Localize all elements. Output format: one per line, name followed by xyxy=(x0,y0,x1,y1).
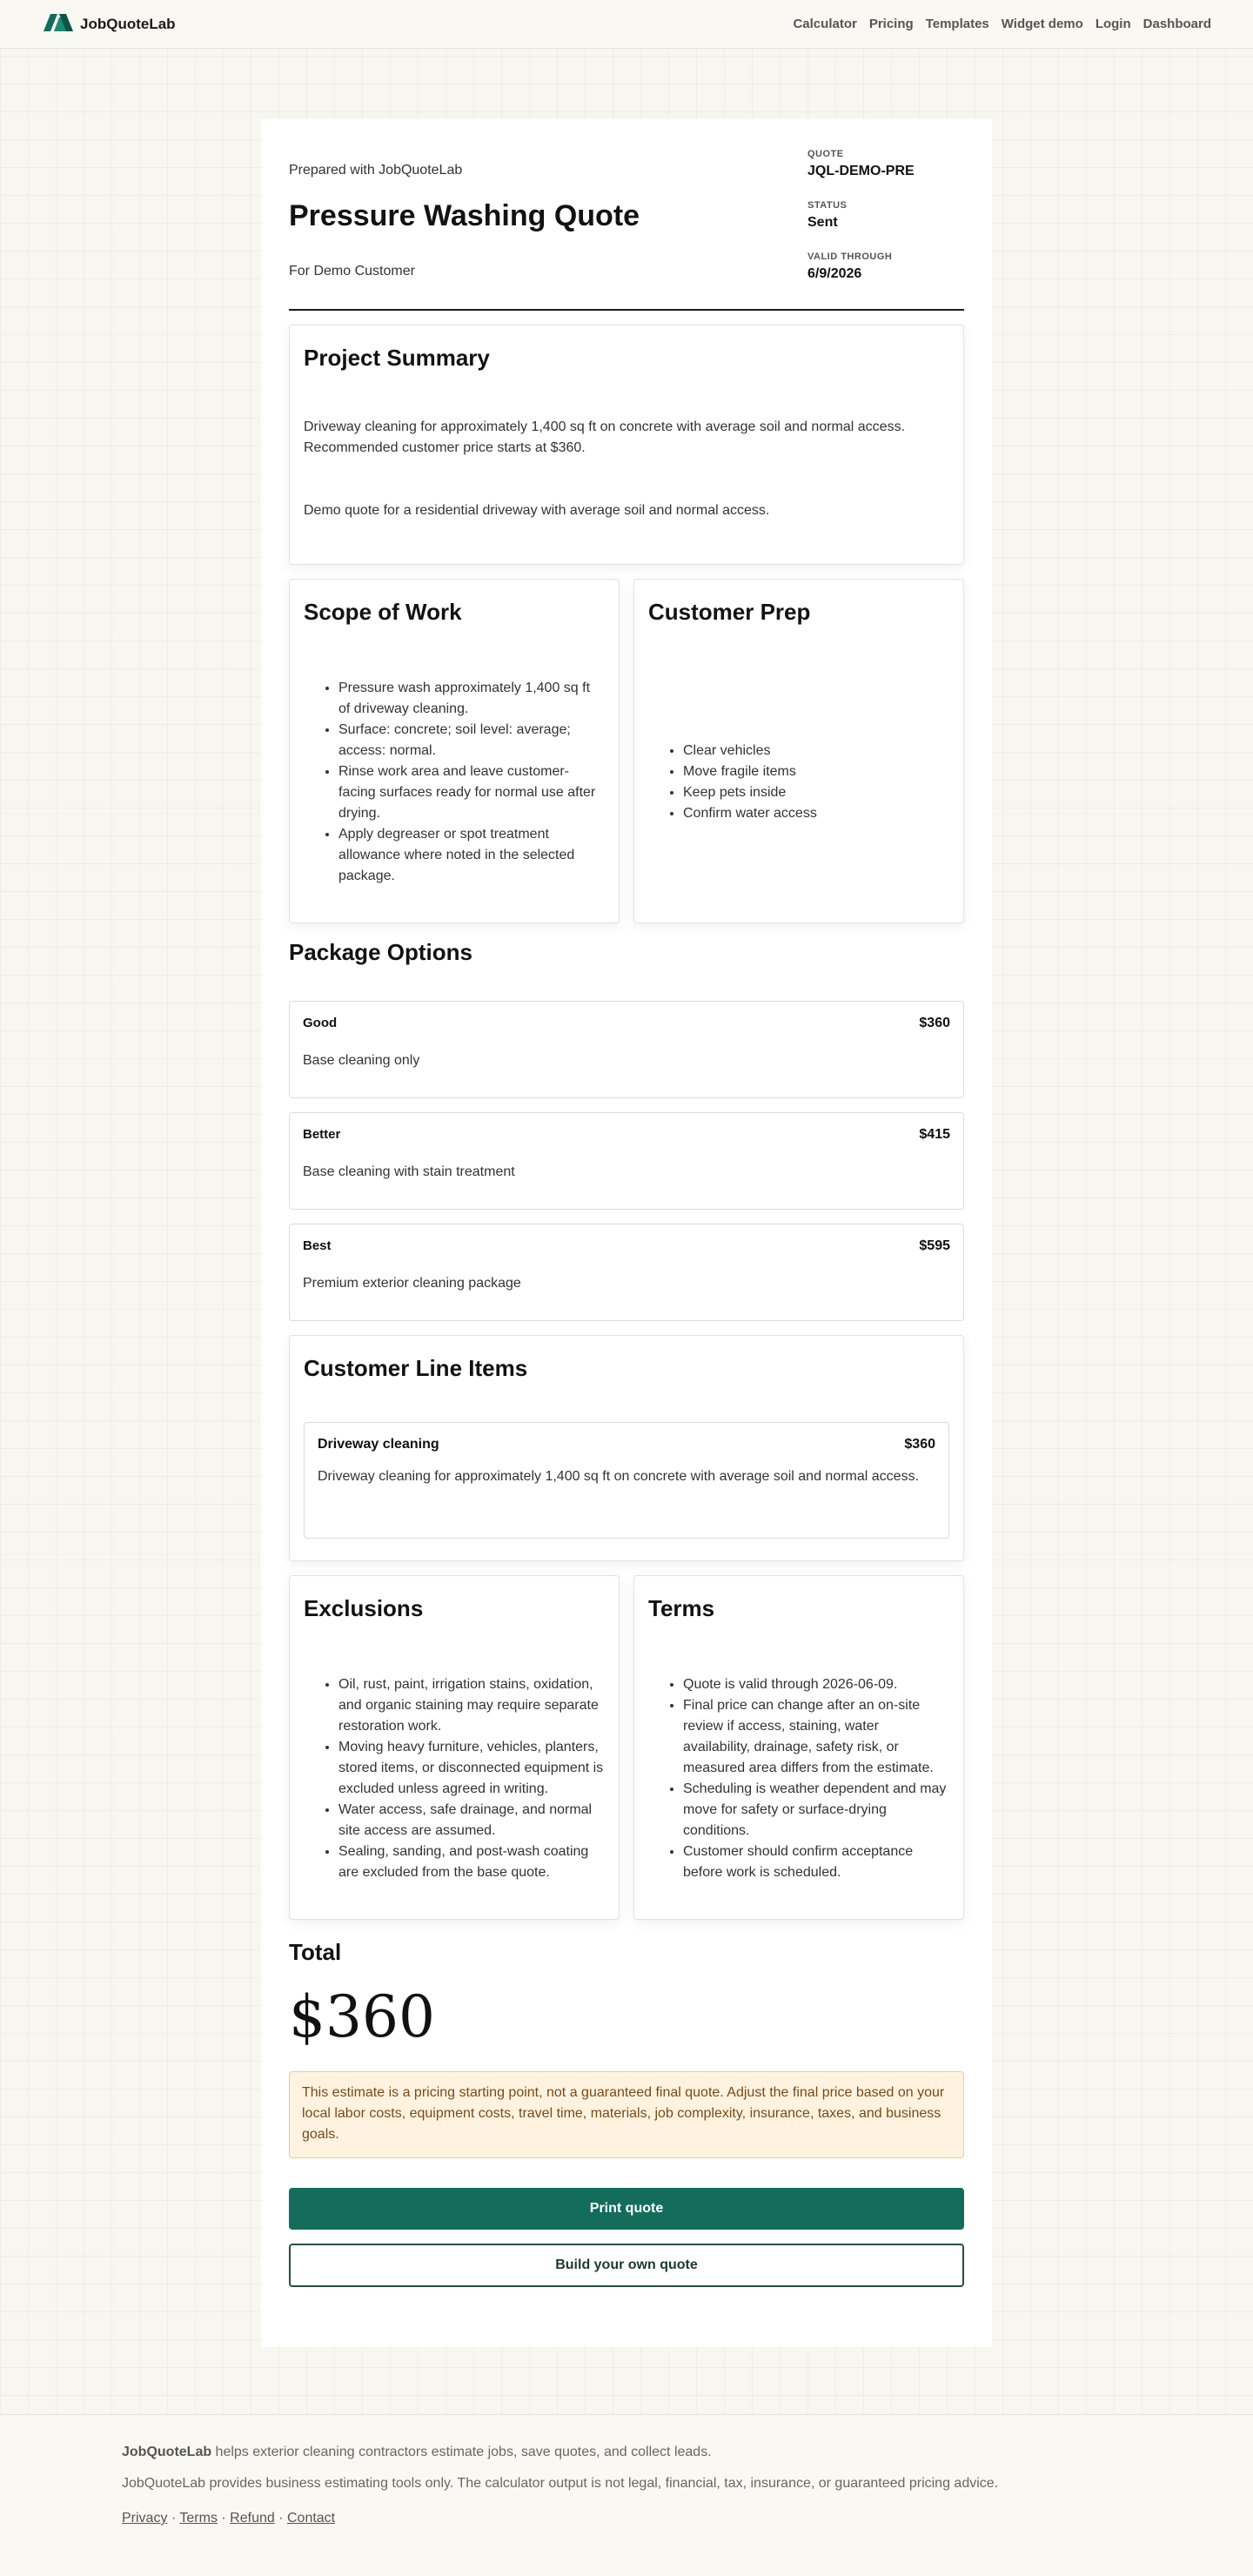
nav-widget-demo[interactable]: Widget demo xyxy=(1001,17,1083,31)
footer-brand: JobQuoteLab xyxy=(122,2445,212,2459)
quote-number-label: QUOTE xyxy=(807,149,844,159)
list-item: • Surface: concrete; soil level: average; access: normal. xyxy=(338,720,605,761)
footer-links xyxy=(122,2511,1253,2526)
list-item: • Water access, safe drainage, and normal site access are assumed. xyxy=(338,1800,605,1841)
nav-login[interactable]: Login xyxy=(1095,17,1131,31)
main-nav xyxy=(793,17,1211,31)
customer-name: For Demo Customer xyxy=(289,264,415,278)
list-item: • Sealing, sanding, and post-wash coating are excluded from the base quote. xyxy=(338,1841,605,1883)
prep-list xyxy=(648,741,949,824)
exclusions-terms-row xyxy=(289,1575,964,1920)
footer-separator: · xyxy=(217,2511,231,2526)
package-good[interactable] xyxy=(289,1001,964,1098)
package-options-title: Package Options xyxy=(289,939,472,965)
nav-pricing[interactable]: Pricing xyxy=(868,17,914,31)
package-description: Base cleaning only xyxy=(303,1053,420,1068)
line-item-name: Driveway cleaning xyxy=(318,1437,439,1452)
terms-title: Terms xyxy=(648,1595,715,1621)
list-item: • Customer should confirm acceptance before work is scheduled. xyxy=(683,1841,949,1883)
footer xyxy=(0,2414,1253,2576)
print-quote-button[interactable]: Print quote xyxy=(289,2188,964,2230)
prepared-with: Prepared with JobQuoteLab xyxy=(289,163,463,178)
package-name: Good xyxy=(303,1016,338,1030)
terms-card xyxy=(633,1575,964,1920)
customer-line-items-card xyxy=(289,1335,964,1561)
scope-prep-row xyxy=(289,579,964,923)
package-price: $415 xyxy=(919,1127,950,1142)
build-own-quote-button[interactable]: Build your own quote xyxy=(289,2244,964,2287)
valid-through-label: VALID THROUGH xyxy=(807,252,893,262)
footer-link-refund[interactable]: Refund xyxy=(230,2511,275,2526)
footer-link-terms[interactable]: Terms xyxy=(179,2511,218,2526)
estimate-disclaimer: This estimate is a pricing starting point, not a guaranteed final quote. Adjust the final price based on your local labor costs, equipment costs, travel time, materials, job complexity, insurance, taxes, and business goals. xyxy=(289,2071,964,2158)
package-description: Premium exterior cleaning package xyxy=(303,1276,521,1291)
line-items-title: Customer Line Items xyxy=(304,1355,528,1381)
exclusions-card xyxy=(289,1575,620,1920)
brand[interactable] xyxy=(44,12,176,36)
quote-document xyxy=(261,119,992,2347)
status-label: STATUS xyxy=(807,200,848,211)
exclusions-title: Exclusions xyxy=(304,1595,424,1621)
valid-through-date: 6/9/2026 xyxy=(807,266,862,281)
line-item xyxy=(304,1422,949,1539)
package-better[interactable] xyxy=(289,1112,964,1210)
footer-tagline-text: helps exterior cleaning contractors estimate jobs, save quotes, and collect leads. xyxy=(211,2445,712,2459)
nav-templates[interactable]: Templates xyxy=(925,17,989,31)
top-navigation-bar xyxy=(0,0,1253,49)
customer-prep-card xyxy=(633,579,964,923)
exclusions-list xyxy=(304,1674,605,1883)
footer-tagline xyxy=(122,2445,1253,2460)
scope-of-work-card xyxy=(289,579,620,923)
package-price: $360 xyxy=(919,1016,950,1030)
quote-title: Pressure Washing Quote xyxy=(289,199,640,232)
list-item: • Confirm water access xyxy=(683,803,949,824)
prep-title: Customer Prep xyxy=(648,599,811,625)
status-value: Sent xyxy=(807,215,838,230)
footer-link-contact[interactable]: Contact xyxy=(286,2511,336,2526)
scope-list xyxy=(304,678,605,887)
brand-name: JobQuoteLab xyxy=(80,15,176,32)
list-item: • Oil, rust, paint, irrigation stains, oxidation, and organic staining may require separate restoration work. xyxy=(338,1674,605,1737)
quote-meta xyxy=(807,149,964,303)
header-divider xyxy=(289,309,964,311)
list-item: • Scheduling is weather dependent and may move for safety or surface-drying conditions. xyxy=(683,1779,949,1841)
list-item: • Apply degreaser or spot treatment allowance where noted in the selected package. xyxy=(338,824,605,887)
total-amount: $360 xyxy=(289,1983,435,2050)
line-item-description: Driveway cleaning for approximately 1,400 sq ft on concrete with average soil and normal access. xyxy=(318,1469,920,1484)
footer-separator: · xyxy=(167,2511,180,2526)
scope-title: Scope of Work xyxy=(304,599,462,625)
summary-note: Demo quote for a residential driveway with average soil and normal access. xyxy=(304,503,770,518)
quote-header xyxy=(289,149,964,309)
nav-dashboard[interactable]: Dashboard xyxy=(1142,17,1211,31)
package-price: $595 xyxy=(919,1238,950,1253)
project-summary-card xyxy=(289,325,964,565)
list-item: • Move fragile items xyxy=(683,761,949,782)
footer-separator: · xyxy=(274,2511,287,2526)
package-description: Base cleaning with stain treatment xyxy=(303,1164,515,1179)
list-item: • Keep pets inside xyxy=(683,782,949,803)
list-item: • Final price can change after an on-site review if access, staining, water availability, drainage, safety risk, or measured area differs from the estimate. xyxy=(683,1695,949,1779)
project-summary-title: Project Summary xyxy=(304,345,490,371)
footer-disclaimer: JobQuoteLab provides business estimating tools only. The calculator output is not legal, financial, tax, insurance, or guaranteed pricing advice. xyxy=(122,2476,999,2491)
total-label: Total xyxy=(289,1939,342,1965)
list-item: • Pressure wash approximately 1,400 sq ft of driveway cleaning. xyxy=(338,678,605,720)
list-item: • Clear vehicles xyxy=(683,741,949,761)
package-name: Better xyxy=(303,1127,341,1142)
summary-text: Driveway cleaning for approximately 1,400 sq ft on concrete with average soil and normal access. Recommended customer price starts at $360. xyxy=(304,419,906,455)
terms-list xyxy=(648,1674,949,1883)
package-best[interactable] xyxy=(289,1224,964,1321)
nav-calculator[interactable]: Calculator xyxy=(793,17,857,31)
list-item: • Rinse work area and leave customer-facing surfaces ready for normal use after drying. xyxy=(338,761,605,824)
logo-icon xyxy=(44,12,73,36)
list-item: • Moving heavy furniture, vehicles, planters, stored items, or disconnected equipment is excluded unless agreed in writing. xyxy=(338,1737,605,1800)
footer-link-privacy[interactable]: Privacy xyxy=(122,2511,168,2526)
line-item-price: $360 xyxy=(904,1437,935,1452)
list-item: • Quote is valid through 2026-06-09. xyxy=(683,1674,949,1695)
package-name: Best xyxy=(303,1238,332,1253)
quote-number: JQL-DEMO-PRE xyxy=(807,164,915,178)
